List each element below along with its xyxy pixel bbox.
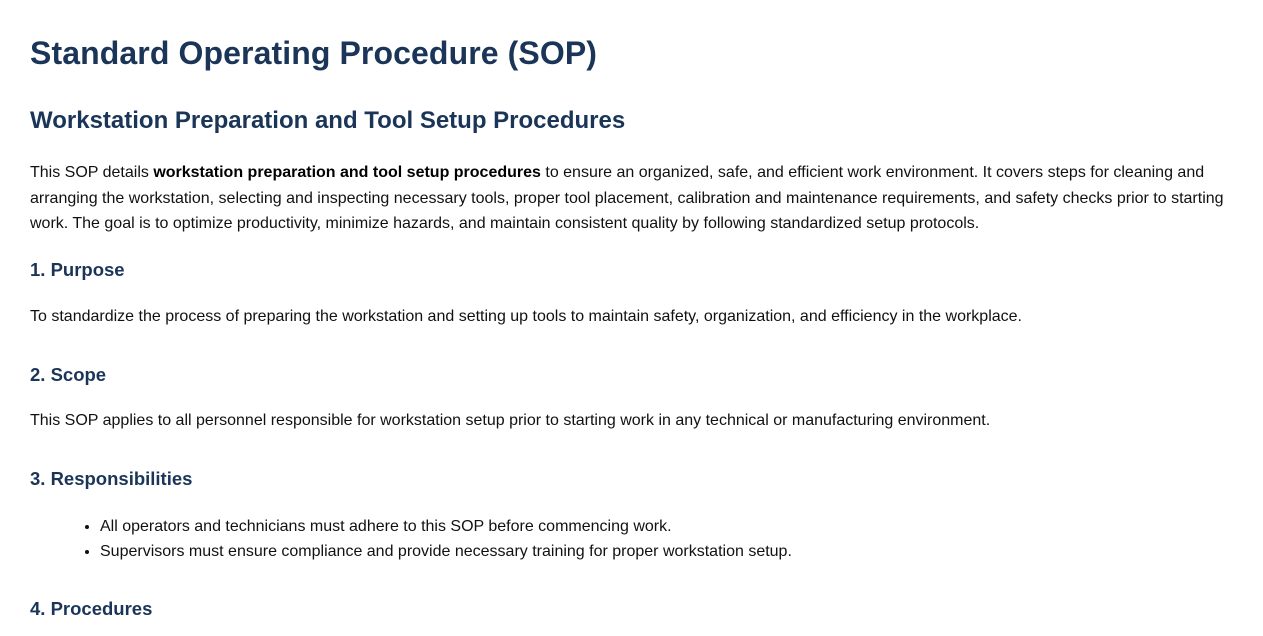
page-title: Standard Operating Procedure (SOP) bbox=[30, 35, 598, 71]
section-heading-responsibilities: 3. Responsibilities bbox=[30, 468, 193, 489]
section-text-scope: This SOP applies to all personnel responsible for workstation setup prior to starting work in any technical or manufacturing environment. bbox=[30, 412, 991, 429]
intro-text-start: This SOP details bbox=[30, 164, 154, 181]
section-heading-procedures: 4. Procedures bbox=[30, 598, 153, 619]
section-heading-scope: 2. Scope bbox=[30, 364, 107, 385]
list-item: • Supervisors must ensure compliance and provide necessary training for proper workstation setup. bbox=[100, 539, 792, 564]
page-subtitle: Workstation Preparation and Tool Setup Procedures bbox=[30, 107, 626, 134]
intro-bold-phrase: workstation preparation and tool setup procedures bbox=[153, 164, 541, 181]
list-item: • All operators and technicians must adhere to this SOP before commencing work. bbox=[100, 514, 792, 539]
intro-text-end: to ensure an organized, safe, and efficient work environment. It covers steps for cleaning and arranging the workstation, selecting and inspecting necessary tools, proper tool placement, calibration and maintenance requirements, and safety checks prior to starting work. The goal is to optimize productivity, minimize hazards, and maintain consistent quality by following standardized setup protocols. bbox=[30, 164, 1224, 232]
section-text-purpose: To standardize the process of preparing the workstation and setting up tools to maintain safety, organization, and efficiency in the workplace. bbox=[30, 308, 1022, 325]
intro-paragraph bbox=[30, 160, 1235, 237]
section-heading-purpose: 1. Purpose bbox=[30, 259, 125, 280]
responsibilities-list bbox=[30, 514, 792, 564]
